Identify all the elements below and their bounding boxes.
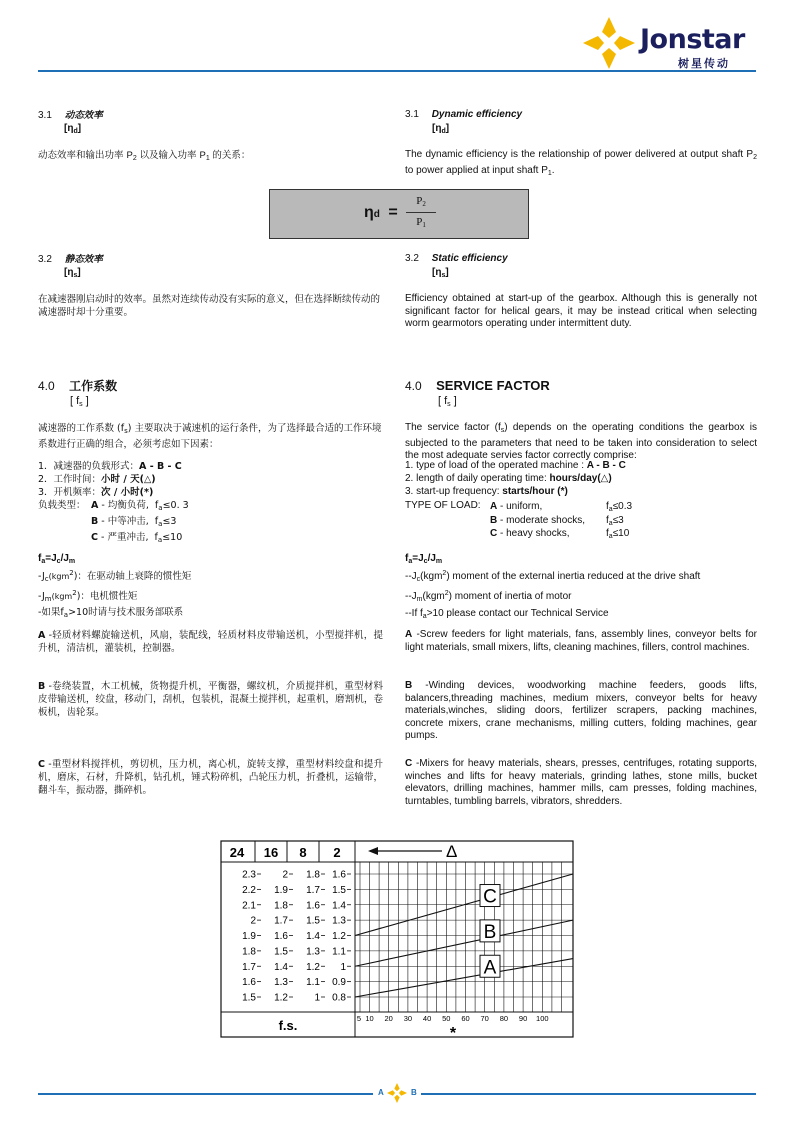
s32-cn-text: 在减速器刚启动时的效率。虽然对连续传动没有实际的意义，但在选择断续传动的减速器时却十分重要。	[38, 294, 381, 318]
s31-en-heading: 3.1 Dynamic efficiency	[405, 109, 523, 120]
formula-numerator: $P_2$	[416, 195, 426, 208]
list-item: --If $f_a>10$ please contact our Technical Service	[405, 608, 609, 620]
series-label-c: C	[483, 886, 497, 908]
x-tick-label: 90	[518, 1014, 528, 1023]
list-item: A - 均衡负荷, $f_a\le 0$. 3	[91, 500, 189, 512]
fs-tick-label: 1.3	[306, 946, 320, 958]
s40-en-intro: The service factor $(f_s)$ depends on the operating conditions the gearbox is subjected to the parameters that need to be taken into consideration to select the most adequate servies factor correctly comprise:	[405, 422, 757, 461]
s40-cn-symbol: [ $f_s$ ]	[70, 395, 89, 408]
fs-tick-label: 1.6	[306, 900, 320, 912]
load-a-en: A -Screw feeders for light materials, fans, assembly lines, conveyor belts for light materials, small mixers, lifts, cleaning machines, fillers, control machines.	[405, 629, 757, 653]
list-item: C - 严重冲击, $f_a\le 10$	[91, 532, 183, 544]
fs-tick-label: 2	[250, 915, 256, 927]
footer-star-icon	[387, 1083, 407, 1103]
s31-cn-text: 动态效率和输出功率 $P_2$ 以及输入功率 $P_1$ 的关系：	[38, 150, 251, 162]
fs-tick-label: 1.2	[306, 961, 320, 973]
jonstar-star-logo	[583, 17, 635, 69]
fs-tick-label: 1.8	[242, 946, 256, 958]
series-line-a	[355, 959, 573, 997]
fs-tick-label: 1.8	[306, 869, 320, 881]
list-item: -如果$f_a>10$时请与技术服务部联系	[38, 607, 184, 619]
s40-en-symbol: [ $f_s$ ]	[438, 395, 457, 408]
s40-cn-heading: 4.0 工作系数	[38, 379, 118, 393]
fs-tick-label: 1.4	[332, 900, 346, 912]
fs-tick-label: 2	[282, 869, 288, 881]
s31-en-symbol: $[\eta_d]$	[432, 123, 450, 135]
formula-lhs: ηd =	[364, 204, 398, 221]
hours-header-16: 16	[263, 845, 279, 860]
fs-tick-label: 1.4	[274, 961, 288, 973]
load-c-cn: C -重型材料搅拌机，剪切机，压力机，离心机，旋转支撑，重型材料绞盘和提升机，磨床，石材，升降机，钻孔机，锤式粉碎机，凸轮压力机，折叠机，运输带，翻斗车，振动器，撕碎机。	[38, 759, 383, 796]
hours-header-2: 2	[333, 845, 341, 860]
list-item: $--J_m(kgm^2)$ moment of inertia of motor	[405, 590, 572, 603]
s40-en-fa-formula: $f_a=J_c/J_m$	[405, 553, 443, 565]
x-tick-label: 50	[442, 1014, 451, 1023]
fs-tick-label: 1.6	[242, 977, 256, 989]
fs-tick-label: 1.2	[332, 931, 346, 942]
fs-tick-label: 1.5	[332, 884, 346, 896]
fs-tick-label: 1.3	[274, 977, 288, 989]
list-item: 3. start-up frequency: starts/hour (*)	[405, 485, 568, 497]
x-tick-label: 30	[403, 1014, 413, 1023]
s32-cn-symbol: $[\eta_s]$	[64, 267, 81, 279]
footer-rule-right	[421, 1093, 756, 1095]
fs-tick-label: 1.6	[332, 869, 346, 881]
fs-tick-label: 1.8	[274, 900, 288, 912]
x-tick-label: 20	[384, 1014, 393, 1023]
load-b-cn: B -卷绕装置，木工机械，货物提升机，平衡器，螺纹机，介质搅拌机，重型材料皮带输送机，绞盘，移动门，刮机，包装机，混凝土搅拌机，起重机，磨割机，卷板机，齿轮泵。	[38, 681, 383, 718]
s40-cn-list	[38, 460, 182, 499]
s40-cn-defs	[38, 566, 191, 622]
list-item: A - uniform, $f_a\le 0.3$	[490, 501, 633, 513]
x-tick-label: 10	[365, 1014, 374, 1023]
fs-tick-label: 1.2	[274, 992, 288, 1004]
s32-en-symbol: $[\eta_s]$	[432, 267, 449, 279]
list-item: 2．工作时间：小时 / 天(△)	[38, 474, 156, 485]
x-tick-label: 80	[499, 1014, 509, 1023]
x-tick-label: 70	[480, 1014, 489, 1023]
fs-tick-label: 1.7	[306, 884, 320, 896]
fs-tick-label: 1	[314, 992, 320, 1004]
formula-fraction-bar	[406, 212, 436, 213]
series-label-a: A	[483, 957, 497, 979]
s40-en-heading: 4.0 SERVICE FACTOR	[405, 378, 550, 393]
brand-name-cn: 树星传动	[678, 57, 730, 70]
series-line-b	[355, 920, 573, 966]
load-a-cn: A -轻质材料螺旋输送机，风扇，装配线，轻质材料皮带输送机，小型搅拌机，提升机，清洁机，灌装机，控制器。	[38, 630, 383, 654]
fs-tick-label: 2.1	[242, 900, 256, 912]
s32-cn-heading: 3.2 静态效率	[38, 254, 103, 265]
x-tick-label: 100	[536, 1014, 549, 1023]
s32-en-text: Efficiency obtained at start-up of the gearbox. Although this is generally not significant factor for helical gears, it may be instead critical when selecting worm gearmotors operating under intermittent duty.	[405, 293, 757, 329]
efficiency-formula-box	[269, 189, 529, 239]
list-item: 1．减速器的负载形式：A - B - C	[38, 461, 182, 472]
list-item: C - heavy shocks, $f_a\le 10$	[490, 528, 630, 540]
load-b-en: B -Winding devices, woodworking machine feeders, goods lifts, balancers,threading machines, medium mixers, conveyor belts for heavy materials,winches, sliding doors, fertilizer scrapers, packing machines, concrete mixers, crane mechanisms, milling cutters, folding machines, gear pumps.	[405, 680, 757, 741]
header-rule	[38, 70, 756, 72]
formula-denominator: $P_1$	[416, 216, 426, 229]
x-axis-label: *	[449, 1025, 457, 1040]
fs-tick-label: 1.7	[274, 915, 288, 927]
s40-cn-loads	[91, 499, 189, 547]
x-tick-label: 5	[356, 1014, 362, 1023]
s40-en-loads	[490, 500, 640, 541]
fs-tick-label: 2.2	[242, 884, 256, 896]
brand-name: Jonstar	[640, 24, 745, 55]
fs-tick-label: 0.9	[332, 977, 346, 989]
s31-en-text: The dynamic efficiency is the relationship of power delivered at output shaft $P_2$ to power applied at input shaft $P_1$.	[405, 149, 757, 177]
list-item: 1. type of load of the operated machine : A - B - C	[405, 460, 626, 471]
fs-tick-label: 1.5	[274, 946, 288, 958]
s31-cn-symbol: $[\eta_d]$	[64, 123, 82, 135]
fs-tick-label: 1.1	[332, 946, 346, 958]
list-item: 3．开机频率：次 / 小时(*)	[38, 487, 154, 498]
hours-header-8: 8	[299, 845, 307, 860]
footer-mark-right: B	[411, 1088, 417, 1097]
s40-en-load-label: TYPE OF LOAD:	[405, 500, 481, 511]
fs-tick-label: 1.4	[306, 931, 320, 942]
list-item: $-J_c(kgm^2)$：在驱动轴上衰降的惯性矩	[38, 569, 192, 583]
fs-axis-label: f.s.	[278, 1018, 298, 1033]
fs-tick-label: 1.9	[242, 931, 256, 942]
s31-cn-heading: 3.1 动态效率	[38, 110, 103, 121]
s40-cn-load-label: 负载类型：	[38, 500, 86, 511]
fs-tick-label: 1.9	[274, 884, 288, 896]
list-item: $--J_c(kgm^2)$ moment of the external inertia reduced at the drive shaft	[405, 570, 701, 583]
footer-mark-left: A	[378, 1088, 384, 1097]
fs-tick-label: 1.5	[306, 915, 320, 927]
hours-triangle-symbol: Δ	[446, 842, 458, 861]
load-c-en: C -Mixers for heavy materials, shears, presses, centrifuges, rotating supports, winches and lifts for heavy materials, grinding lathes, stone mills, bucket elevators, drilling machines, hammer mills, cam presses, folding machines, turntables, tumbling barrels, vibrators, shredders.	[405, 758, 757, 807]
list-item: 2. length of daily operating time: hours/day(△)	[405, 472, 612, 484]
fs-tick-label: 0.8	[332, 992, 346, 1004]
fs-tick-label: 1.5	[242, 992, 256, 1004]
fs-tick-label: 1.7	[242, 961, 256, 973]
fs-tick-label: 1.6	[274, 931, 288, 942]
fs-tick-label: 1	[340, 961, 346, 973]
hours-arrow-head	[368, 847, 378, 855]
page-header	[0, 0, 794, 75]
s32-en-heading: 3.2 Static efficiency	[405, 253, 508, 264]
list-item: $-J_m(kgm^2)$：电机惯性矩	[38, 589, 138, 603]
s40-cn-fa-formula: $f_a=J_c/J_m$	[38, 553, 76, 565]
x-tick-label: 60	[461, 1014, 470, 1023]
series-label-b: B	[483, 921, 497, 943]
fs-tick-label: 1.1	[306, 977, 320, 989]
footer-rule-left	[38, 1093, 373, 1095]
s40-cn-intro: 减速器的工作系数 $(f_s)$ 主要取决于减速机的运行条件，为了选择最合适的工作环境系数进行正确的组合，必须考虑如下因素：	[38, 423, 382, 450]
list-item: B - moderate shocks, $f_a\le 3$	[490, 514, 624, 527]
s40-en-list	[405, 460, 626, 498]
service-factor-chart	[220, 840, 575, 1040]
fs-tick-label: 2.3	[242, 869, 256, 881]
fs-tick-label: 1.3	[332, 915, 346, 927]
x-tick-label: 40	[422, 1014, 432, 1023]
list-item: B - 中等冲击, $f_a\le 3$	[91, 516, 177, 528]
s40-en-defs	[405, 567, 700, 624]
hours-header-24: 24	[229, 845, 245, 860]
